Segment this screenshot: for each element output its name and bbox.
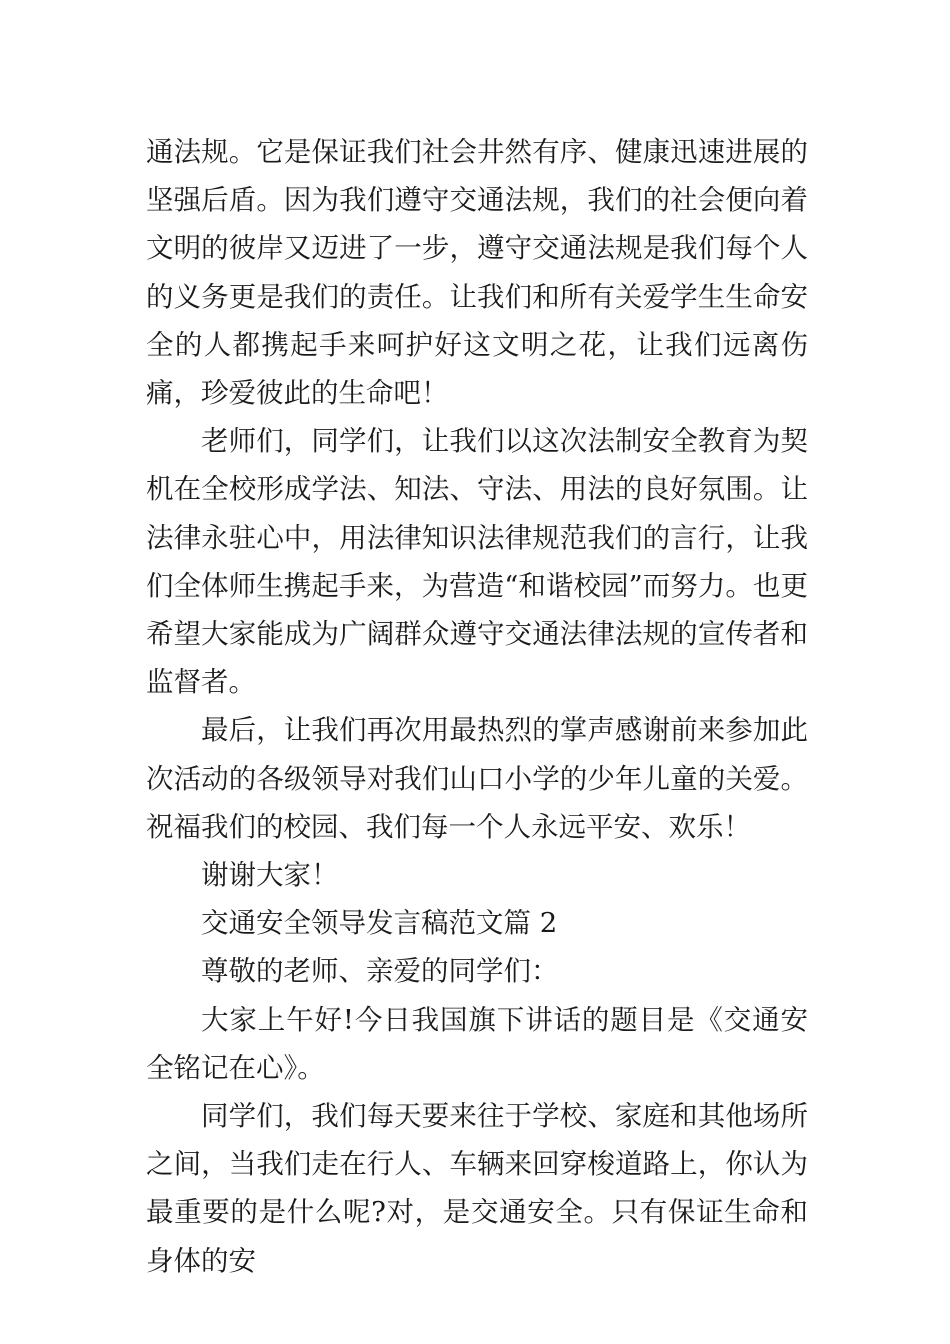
paragraph-greeting: 大家上午好!今日我国旗下讲话的题目是《交通安全铭记在心》。 — [146, 1003, 808, 1084]
section-heading: 交通安全领导发言稿范文篇 2 — [201, 907, 558, 940]
paragraph-thanks: 谢谢大家！ — [201, 859, 339, 892]
paragraph-1: 通法规。它是保证我们社会井然有序、健康迅速进展的坚强后盾。因为我们遵守交通法规，我们的社会便向着文明的彼岸又迈进了一步，遵守交通法规是我们每个人的义务更是我们的责任。让我们和所有关爱学生生命安全的人都携起手来呵护好这文明之花，让我们远离伤痛，珍爱彼此的生命吧！ — [146, 136, 808, 410]
paragraph-2: 老师们，同学们，让我们以这次法制安全教育为契机在全校形成学法、知法、守法、用法的良好氛围。让法律永驻心中，用法律知识法律规范我们的言行，让我们全体师生携起手来，为营造“和谐校园”而努力。也更希望大家能成为广阔群众遵守交通法律法规的宣传者和监督者。 — [146, 425, 808, 699]
paragraph-4: 同学们，我们每天要来往于学校、家庭和其他场所之间，当我们走在行人、车辆来回穿梭道路上，你认为最重要的是什么呢?对，是交通安全。只有保证生命和身体的安 — [146, 1100, 808, 1277]
paragraph-3: 最后，让我们再次用最热烈的掌声感谢前来参加此次活动的各级领导对我们山口小学的少年儿童的关爱。祝福我们的校园、我们每一个人永远平安、欢乐！ — [146, 714, 808, 843]
document-body — [146, 128, 808, 1285]
salutation: 尊敬的老师、亲爱的同学们： — [201, 955, 559, 988]
